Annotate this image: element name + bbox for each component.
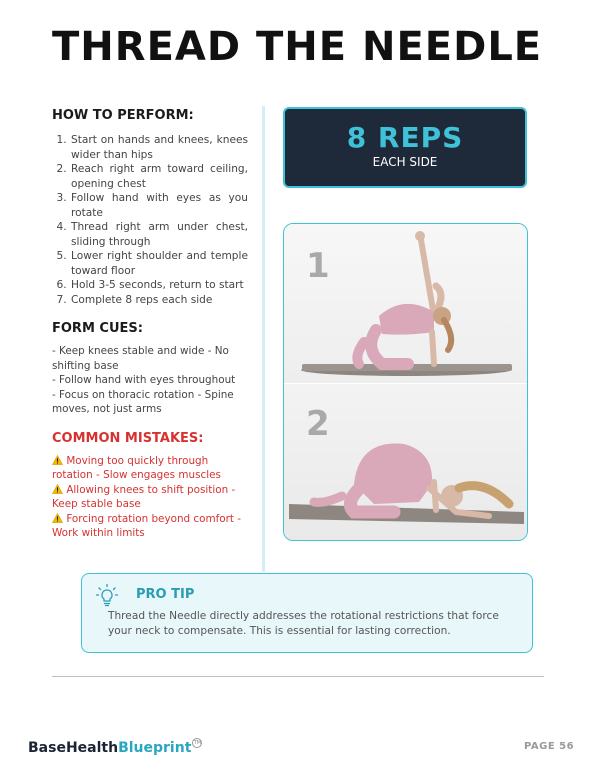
warning-icon bbox=[52, 484, 63, 494]
step-item: 7. Complete 8 reps each side bbox=[70, 293, 248, 308]
form-cues-heading: FORM CUES: bbox=[52, 321, 143, 336]
pro-tip-heading: PRO TIP bbox=[136, 587, 195, 602]
step-item: 6. Hold 3-5 seconds, return to start bbox=[70, 278, 248, 293]
mistake-item bbox=[52, 483, 248, 512]
brand-logo bbox=[28, 738, 202, 756]
reps-count: 8 REPS bbox=[346, 121, 464, 154]
exercise-photo-step-1 bbox=[284, 224, 527, 384]
common-mistakes-section bbox=[52, 431, 248, 540]
step-number: 1 bbox=[306, 246, 330, 286]
page-number: PAGE 56 bbox=[524, 741, 575, 752]
step-item: 4. Thread right arm under chest, sliding through bbox=[70, 220, 248, 249]
column-divider bbox=[262, 106, 265, 572]
reps-box bbox=[283, 107, 527, 188]
exercise-photo-step-2 bbox=[284, 384, 527, 541]
form-cue-item: - Follow hand with eyes throughout bbox=[52, 374, 236, 387]
form-cues-section bbox=[52, 321, 248, 417]
form-cue-item: - Keep knees stable and wide - No shifting base bbox=[52, 345, 229, 372]
page-title: THREAD THE NEEDLE bbox=[52, 24, 543, 70]
warning-icon bbox=[52, 455, 63, 465]
warning-icon bbox=[52, 513, 63, 523]
step-item: 1. Start on hands and knees, knees wider than hips bbox=[70, 133, 248, 162]
brand-name-part1: BaseHealth bbox=[28, 740, 119, 756]
form-cue-item: - Focus on thoracic rotation - Spine moves, not just arms bbox=[52, 388, 234, 416]
step-number: 2 bbox=[306, 404, 330, 444]
pro-tip-box bbox=[81, 573, 533, 653]
mistake-text: Allowing knees to shift position - Keep stable base bbox=[52, 483, 236, 511]
lightbulb-icon bbox=[94, 583, 120, 609]
step-item: 3. Follow hand with eyes as you rotate bbox=[70, 191, 248, 220]
mistakes-list bbox=[52, 454, 248, 540]
mistake-item bbox=[52, 454, 248, 483]
steps-list bbox=[52, 133, 248, 307]
exercise-photos bbox=[283, 223, 528, 541]
mistake-text: Moving too quickly through rotation - Slow engages muscles bbox=[52, 454, 221, 482]
mistake-item bbox=[52, 512, 248, 541]
instructions-column bbox=[52, 108, 248, 540]
step-item: 2. Reach right arm toward ceiling, opening chest bbox=[70, 162, 248, 191]
reps-label: EACH SIDE bbox=[372, 155, 438, 169]
brand-name-part2: Blueprint bbox=[118, 740, 192, 756]
common-mistakes-heading: COMMON MISTAKES: bbox=[52, 430, 204, 446]
step-item: 5. Lower right shoulder and temple toward floor bbox=[70, 249, 248, 278]
trademark-mark: TM bbox=[193, 740, 202, 746]
how-to-heading: HOW TO PERFORM: bbox=[52, 108, 194, 123]
pro-tip-text: Thread the Needle directly addresses the rotational restrictions that force your neck to compensate. This is essential for lasting correction. bbox=[108, 610, 499, 637]
footer-divider bbox=[52, 676, 544, 677]
form-cues-list bbox=[52, 344, 248, 417]
mistake-text: Forcing rotation beyond comfort - Work within limits bbox=[52, 512, 242, 539]
